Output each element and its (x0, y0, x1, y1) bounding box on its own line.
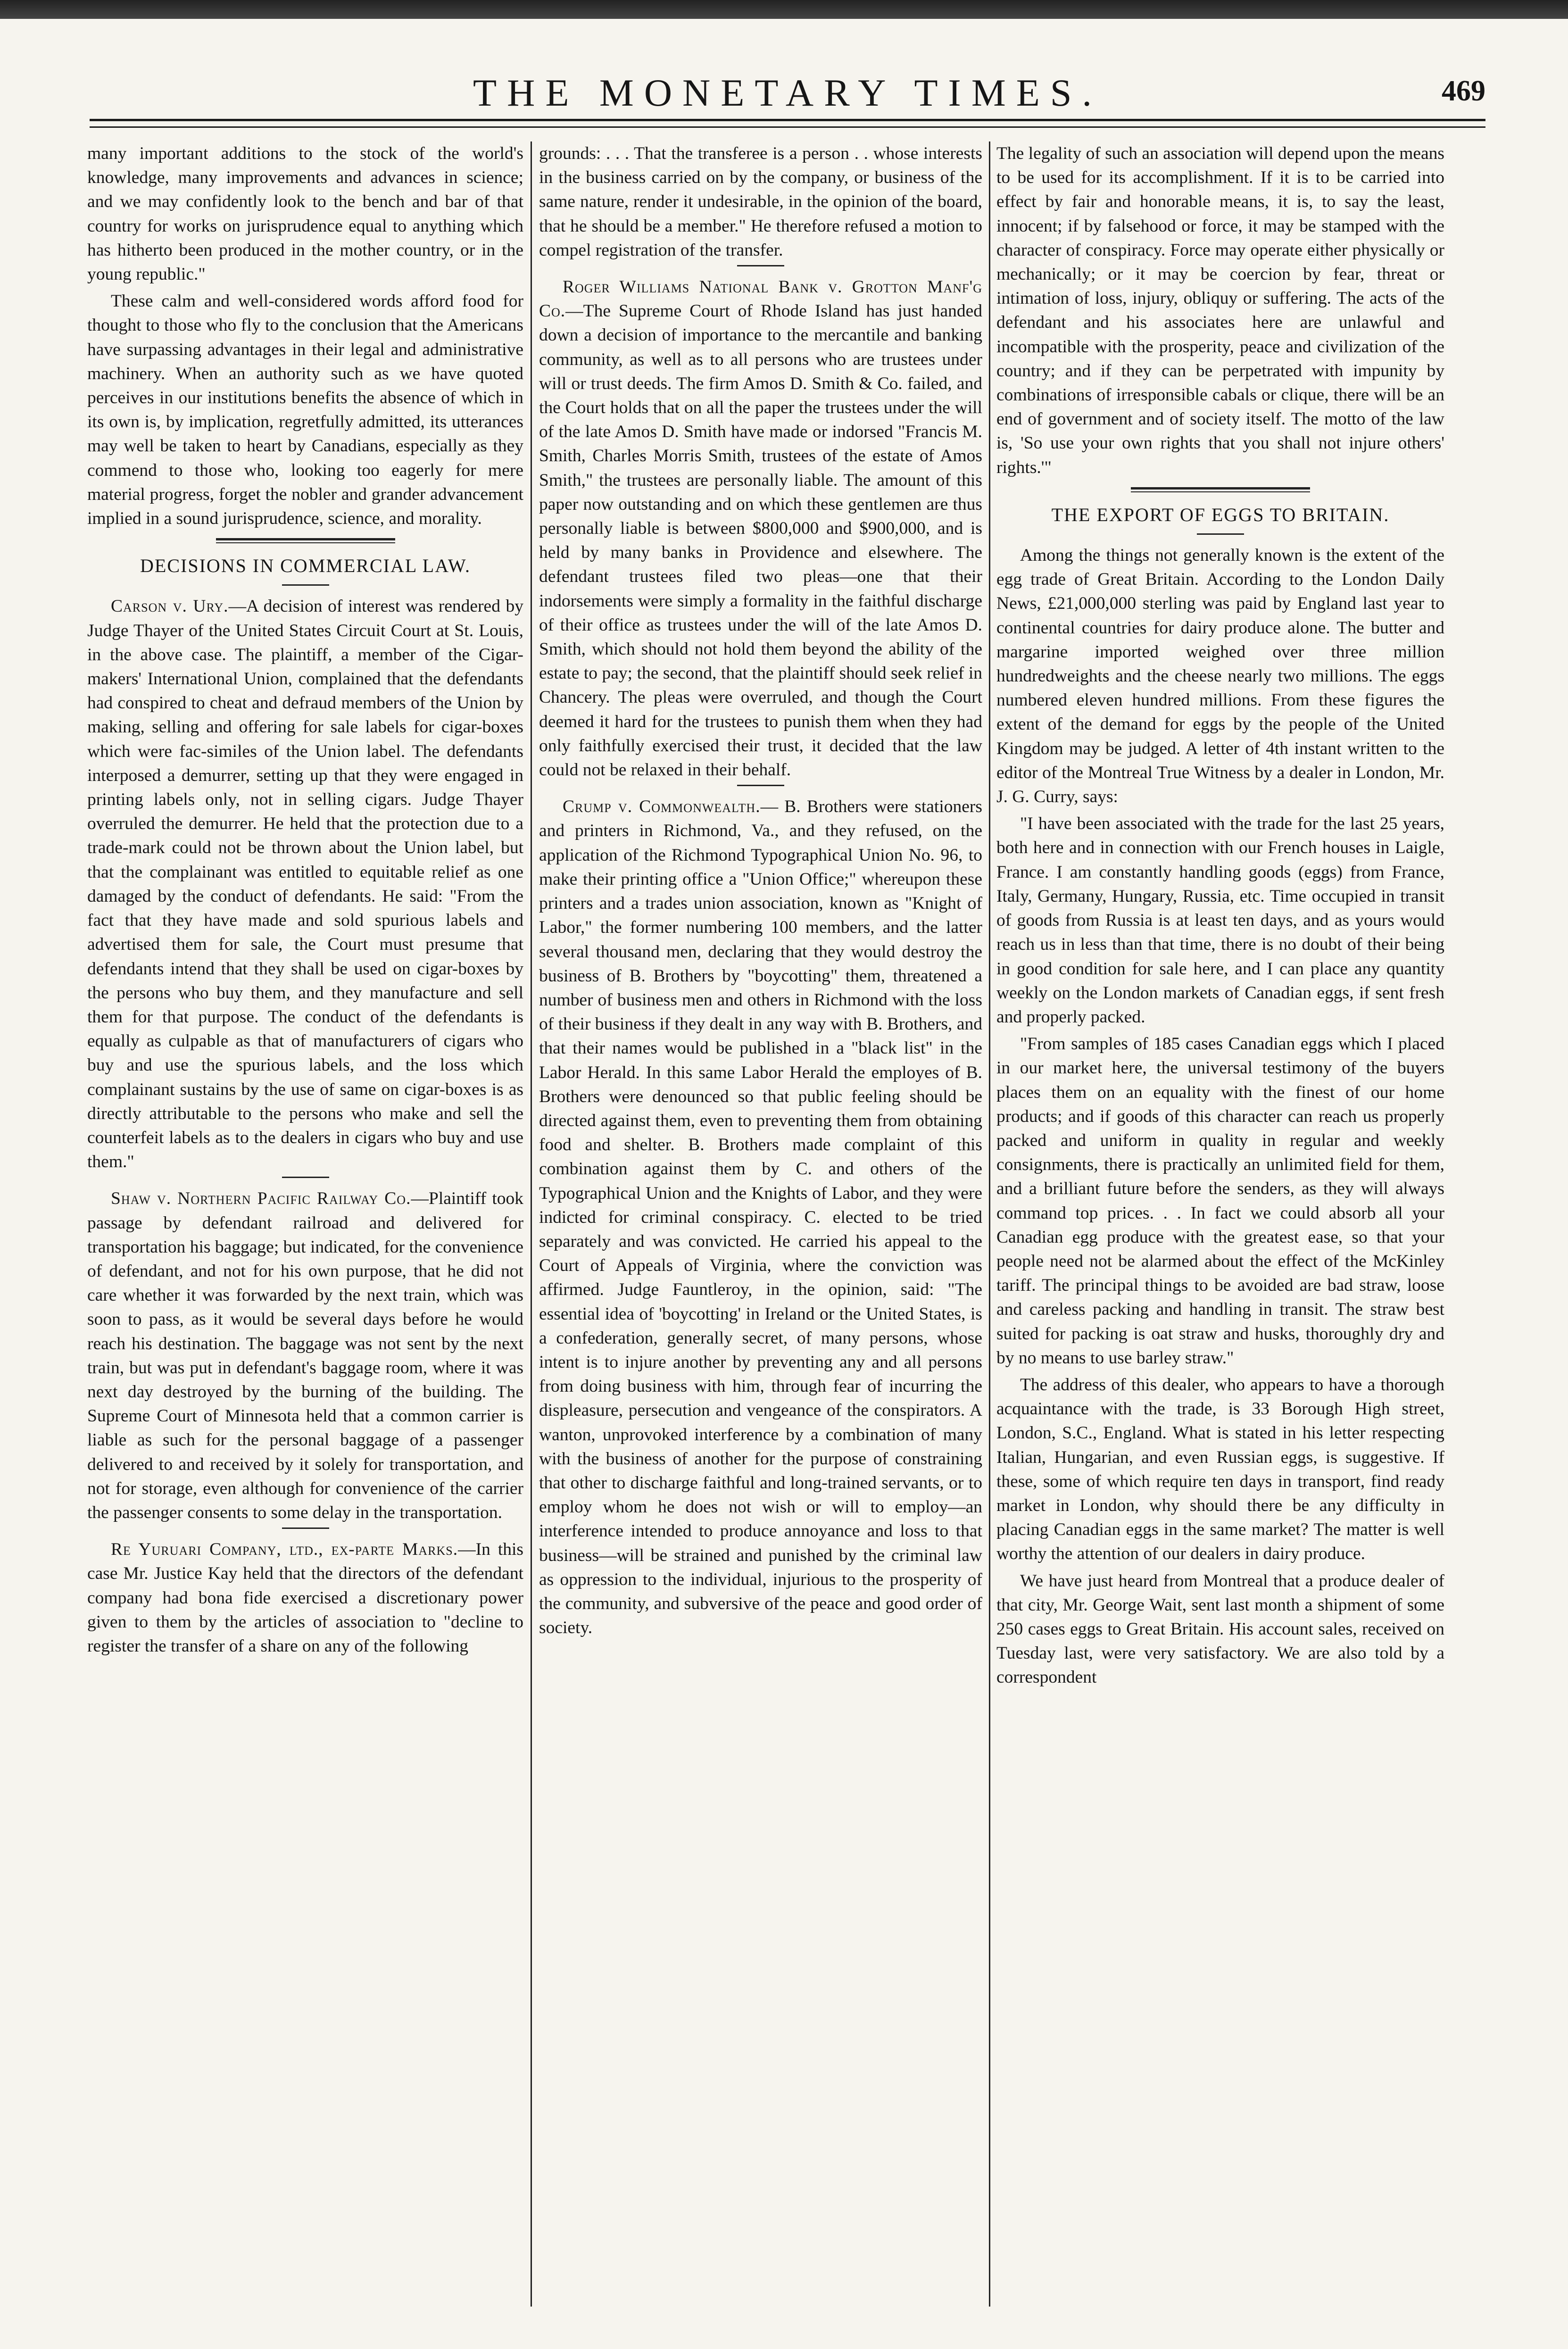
section-rule (1131, 487, 1310, 490)
column-1 (87, 141, 523, 2307)
heading-underline (282, 584, 329, 586)
header-rule-thick (90, 119, 1485, 121)
paragraph-intro: many important additions to the stock of the world's knowledge, many improvements and advances in science; and we may confidently look to the bench and bar of that country for works on jurisprudence equal to anything which has hitherto been produced in the mother country, or in the young republic." (87, 144, 523, 284)
heading-underline (1197, 533, 1244, 535)
case-body: —In this case Mr. Justice Kay held that the directors of the defendant company had bona fide exercised a discretionary power given to them by the articles of association to "decline to register the transfer of a share on any of the following (87, 1540, 523, 1656)
case-body: —The Supreme Court of Rhode Island has just handed down a decision of importance to the mercantile and banking community, as well as to all persons who are trustees under will or trust deeds. The firm Amos D. Smith & Co. failed, and the Court holds that on all the paper the trustees under the will of the late Amos D. Smith have made or indorsed "Francis M. Smith, Charles Morris Smith, trustees of the estate of Amos Smith," the trustees are personally liable. The amount of this paper now outstanding and on which these gentlemen are thus personally liable is between $800,000 and $900,000, and is held by many banks in Providence and elsewhere. The defendant trustees filed two pleas—one that their indorsements were simply a formality in the faithful discharge of their office as trustees under the will of the late Amos D. Smith, which should not hold them beyond the ability of the estate to pay; the second, that the plaintiff should seek relief in Chancery. The pleas were overruled, and though the Court deemed it hard for the trustees to punish them when they had only faithfully exercised their trust, it decided that the law could not be relaxed in their behalf. (539, 301, 982, 780)
case-divider (737, 785, 784, 786)
column-divider-1 (531, 141, 532, 2307)
paragraph-dealer-address: The address of this dealer, who appears to have a thorough acquaintance with the trade, is 33 Borough High street, London, S.C., England. What is stated in his letter respecting Italian, Hungarian, and even Russian eggs, is suggestive. If these, some of which require ten days in transport, find ready market in London, why should there be any difficulty in placing Canadian eggs in the same market? The matter is well worthy the attention of our dealers in dairy produce. (996, 1375, 1444, 1564)
masthead-title: THE MONETARY TIMES. (473, 71, 1102, 114)
page-header (90, 71, 1485, 118)
column-3 (996, 141, 1444, 2307)
case-divider (737, 265, 784, 266)
section-rule-thin (216, 542, 395, 543)
case-title: Roger Williams National Bank v. Grotton Manf'g Co. (539, 277, 982, 321)
scan-edge-bar (0, 0, 1568, 19)
case-yuruari-company (87, 1537, 523, 1658)
header-rule-thin (90, 126, 1485, 128)
case-body: —A decision of interest was rendered by Judge Thayer of the United States Circuit Court at St. Louis, in the above case. The plaintiff, a member of the Cigar-makers' International Union, complained that the defendants had conspired to cheat and defraud members of the Union by making, selling and offering for sale labels for cigar-boxes which were fac-similes of the Union label. The defendants interposed a demurrer, setting up that they were engaged in printing labels only, not in selling cigars. Judge Thayer overruled the demurrer. He held that the protection due to a trade-mark could not be thrown about the Union label, but that the complainant was entitled to equitable relief as one damaged by the conduct of defendants. He said: "From the fact that they have made and sold spurious labels and advertised them for sale, the Court must presume that defendants intend that they shall be used on cigar-boxes by the persons who buy them, and they manufacture and sell them for that purpose. The conduct of the defendants is equally as culpable as that of manufacturers of cigars who buy and use the spurious labels, and the loss which complainant sustains by the use of same on cigar-boxes is as directly attributable to the persons who make and sell the counterfeit labels as to the dealers in cigars who buy and use them." (87, 597, 523, 1172)
section-heading-export-eggs: THE EXPORT OF EGGS TO BRITAIN. (1051, 504, 1390, 525)
column-2 (539, 141, 982, 2307)
case-divider (282, 1177, 329, 1178)
case-crump-v-commonwealth (539, 795, 982, 1640)
paragraph-montreal-shipment: We have just heard from Montreal that a produce dealer of that city, Mr. George Wait, sent last month a shipment of some 250 cases eggs to Great Britain. His account sales, received on Tuesday last, were very satisfactory. We are also told by a correspondent (996, 1571, 1444, 1687)
section-rule (216, 538, 395, 540)
case-roger-williams-bank (539, 275, 982, 782)
case-title: Crump v. Commonwealth. (563, 797, 761, 817)
paragraph-letter-quote-2: "From samples of 185 cases Canadian eggs which I placed in our market here, the universal testimony of the buyers places them on an equality with the finest of our home products; and if goods of this character can reach us properly packed and uniform in quality in regular and weekly consignments, there is practically an unlimited field for them, and a brilliant future before the senders, as they will always command top prices. . . In fact we could absorb all your Canadian egg produce with the greatest ease, so that your people need not be alarmed about the effect of the McKinley tariff. The principal things to be avoided are bad straw, loose and careless packing and handling in transit. The straw best suited for packing is oat straw and husks, thoroughly dry and by no means to use barley straw." (996, 1034, 1444, 1368)
paragraph-among-things: Among the things not generally known is the extent of the egg trade of Great Britain. According to the London Daily News, £21,000,000 sterling was paid by England last year to continental countries for dairy produce alone. The butter and margarine imported weighed over three million hundredweights and the cheese nearly two millions. The eggs numbered eleven hundred millions. From these figures the extent of the demand for eggs by the people of the United Kingdom may be judged. A letter of 4th instant written to the editor of the Montreal True Witness by a dealer in London, Mr. J. G. Curry, says: (996, 546, 1444, 807)
paragraph-legality: The legality of such an association will depend upon the means to be used for its accomplishment. If it is to be carried into effect by fair and honorable means, it is, to say the least, innocent; if by falsehood or force, it may be stamped with the character of conspiracy. Force may operate either physically or mechanically; or it may be coercion by fear, threat or intimation of loss, injury, obliquy or suffering. The acts of the defendant and his associates here are unlawful and incompatible with the prosperity, peace and civilization of the country; and if they can be perpetrated with impunity by combinations of irresponsible cabals or clique, there will be an end of government and of society itself. The motto of the law is, 'So use your own rights that you shall not injure others' rights.'" (996, 144, 1444, 477)
section-rule-thin (1131, 491, 1310, 492)
paragraph-letter-quote-1: "I have been associated with the trade for the last 25 years, both here and in connection with our French houses in Laigle, France. I am constantly handling goods (eggs) from France, Italy, Germany, Hungary, Russia, etc. Time occupied in transit of goods from Russia is at least ten days, and as yours would reach us in less than that time, there is no doubt of their being in good condition for sale here, and I can place any quantity weekly on the London markets of Canadian eggs, if sent fresh and properly packed. (996, 814, 1444, 1027)
case-body: —Plaintiff took passage by defendant railroad and delivered for transportation his baggage; but indicated, for the convenience of defendant, and not for his own purpose, that he did not care whether it was forwarded by the next train, which was soon to pass, as it would be several days before he would reach his destination. The baggage was not sent by the next train, but was put in defendant's baggage room, where it was next day destroyed by the burning of the building. The Supreme Court of Minnesota held that a common carrier is liable as such for the personal baggage of a passenger delivered to and received by it solely for transportation, and not for storage, even although for convenience of the carrier the passenger consents to some delay in the transportation. (87, 1189, 523, 1522)
page-number: 469 (1442, 75, 1485, 107)
paragraph-calm-words: These calm and well-considered words afford food for thought to those who fly to the conclusion that the Americans have surpassing advantages in their legal and administrative machinery. When an authority such as we have quoted perceives in our institutions benefits the absence of which in its own is, by implication, regretfully admitted, its utterances may well be taken to heart by Canadians, especially as they commend to those who, looking too eagerly for mere material progress, forget the nobler and grander advancement implied in a sound jurisprudence, science, and morality. (87, 291, 523, 529)
case-body: — B. Brothers were stationers and printers in Richmond, Va., and they refused, on the application of the Richmond Typographical Union No. 96, to make their printing office a "Union Office;" whereupon these printers and a trades union association, known as "Knight of Labor," the former numbering 100 members, and the latter several thousand men, declaring that they would destroy the business of B. Brothers by "boycotting" them, threatened a number of business men and others in Richmond with the loss of their business if they dealt in any way with B. Brothers, and that their names would be published in a "black list" in the Labor Herald. In this same Labor Herald the employes of B. Brothers were denounced so that public feeling should be directed against them, even to preventing them from obtaining food and shelter. B. Brothers made complaint of this combination against them by C. and others of the Typographical Union and the Knights of Labor, and they were indicted for criminal conspiracy. C. elected to be tried separately and was convicted. He carried his appeal to the Court of Appeals of Virginia, where the conviction was affirmed. Judge Fauntleroy, in the opinion, said: "The essential idea of 'boycotting' in Ireland or the United States, is a confederation, generally secret, of many persons, whose intent is to injure another by preventing any and all persons from doing business with him, through fear of incurring the displeasure, persecution and vengeance of the conspirators. A wanton, unprovoked interference by a combination of many with the business of another for the purpose of constraining that other to discharge faithful and long-trained servants, or to employ whom he does not wish or will to employ—an interference intended to produce annoyance and loss to that business—will be strained and punished by the criminal law as oppression to the individual, injurious to the prosperity of the community, and subversive of the peace and good order of society. (539, 797, 982, 1638)
section-heading-commercial-law: DECISIONS IN COMMERCIAL LAW. (140, 555, 471, 577)
column-divider-2 (989, 141, 990, 2307)
case-shaw-v-northern-pacific (87, 1187, 523, 1525)
case-title: Re Yuruari Company, ltd., ex-parte Marks. (111, 1540, 458, 1560)
case-title: Shaw v. Northern Pacific Railway Co. (111, 1189, 411, 1209)
case-carson-v-ury (87, 594, 523, 1174)
case-divider (282, 1527, 329, 1529)
case-title: Carson v. Ury. (111, 597, 229, 616)
paragraph-grounds: grounds: . . . That the transferee is a person . . whose interests in the business carried on by the company, or business of the same nature, render it undesirable, in the opinion of the board, that he should be a member." He therefore refused a motion to compel registration of the transfer. (539, 144, 982, 260)
